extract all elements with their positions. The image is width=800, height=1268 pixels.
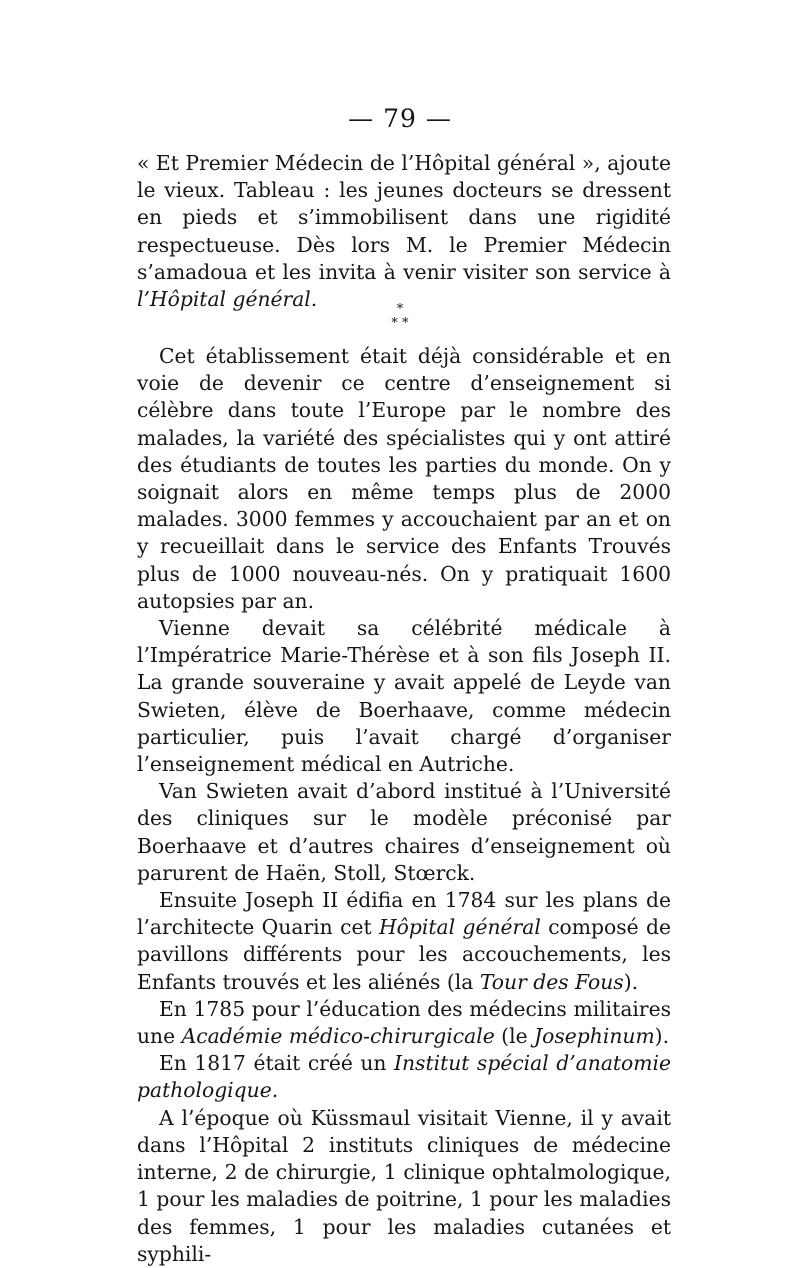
paragraph <box>137 343 671 615</box>
text-run: ). <box>623 969 639 994</box>
page-number: — 79 — <box>348 104 452 133</box>
italic-text-run: Hôpital général <box>379 915 541 940</box>
paragraph <box>137 1105 671 1268</box>
italic-text-run: Académie médico-chirurgicale <box>181 1024 495 1049</box>
text-run: « Et Premier Médecin de l’Hôpital général », ajoute le vieux. Tableau : les jeunes docteurs se dressent en pieds et s’immobilisent dans une rigidité respectueuse. Dès lors M. le Premier Médecin s’amadoua et les invita à venir visiter son service à <box>137 151 671 284</box>
paragraph <box>137 615 671 778</box>
asterism-top-star: * <box>396 302 404 317</box>
text-run: A l’époque où Küssmaul visitait Vienne, il y avait dans l’Hôpital 2 instituts cliniques de médecine interne, 2 de chirurgie, 1 clinique ophtalmologique, 1 pour les maladies de poitrine, 1 pour les maladies des femmes, 1 pour les maladies cutanées et syphili- <box>137 1105 671 1266</box>
text-run: composé de pavillons différents pour les accouchements, les Enfants trouvés et les aliénés (la <box>137 915 671 994</box>
text-block-top <box>137 150 671 313</box>
asterism-separator <box>0 303 800 331</box>
text-run: Vienne devait sa célébrité médicale à l’Impératrice Marie-Thérèse et à son fils Joseph II. La grande souveraine y avait appelé de Leyde van Swieten, élève de Boerhaave, comme médecin particulier, puis l’avait chargé d’organiser l’enseignement médical en Autriche. <box>137 616 671 777</box>
text-run: En 1817 était créé un <box>159 1051 394 1076</box>
asterism-bottom-stars: * * <box>391 316 409 331</box>
text-run: ). <box>654 1024 670 1049</box>
paragraph <box>137 150 671 313</box>
paragraph <box>137 996 671 1050</box>
italic-text-run: Institut spécial d’anatomie pathologique. <box>137 1051 671 1103</box>
text-run: Ensuite Joseph II édifia en 1784 sur les plans de l’architecte Quarin cet <box>137 888 671 940</box>
paragraph <box>137 778 671 887</box>
italic-text-run: Tour des Fous <box>479 969 624 994</box>
italic-text-run: l’Hôpital général. <box>137 287 318 312</box>
paragraph <box>137 887 671 996</box>
text-block-main <box>137 343 671 1268</box>
text-run: Cet établissement était déjà considérable et en voie de devenir ce centre d’enseignement si célèbre dans toute l’Europe par le nombre des malades, la variété des spécialistes qui y ont attiré des étudiants de toutes les parties du monde. On y soignait alors en même temps plus de 2000 malades. 3000 femmes y accouchaient par an et on y recueillait dans le service des Enfants Trouvés plus de 1000 nouveau-nés. On y pratiquait 1600 autopsies par an. <box>137 344 671 613</box>
italic-text-run: Josephinum <box>534 1024 655 1049</box>
text-run: (le <box>494 1024 535 1049</box>
text-run: En 1785 pour l’éducation des médecins militaires une <box>137 996 671 1049</box>
text-run: Van Swieten avait d’abord institué à l’Université des cliniques sur le modèle préconisé par Boerhaave et d’autres chaires d’enseignement où parurent de Haën, Stoll, Stœrck. <box>137 779 671 885</box>
paragraph <box>137 1050 671 1104</box>
